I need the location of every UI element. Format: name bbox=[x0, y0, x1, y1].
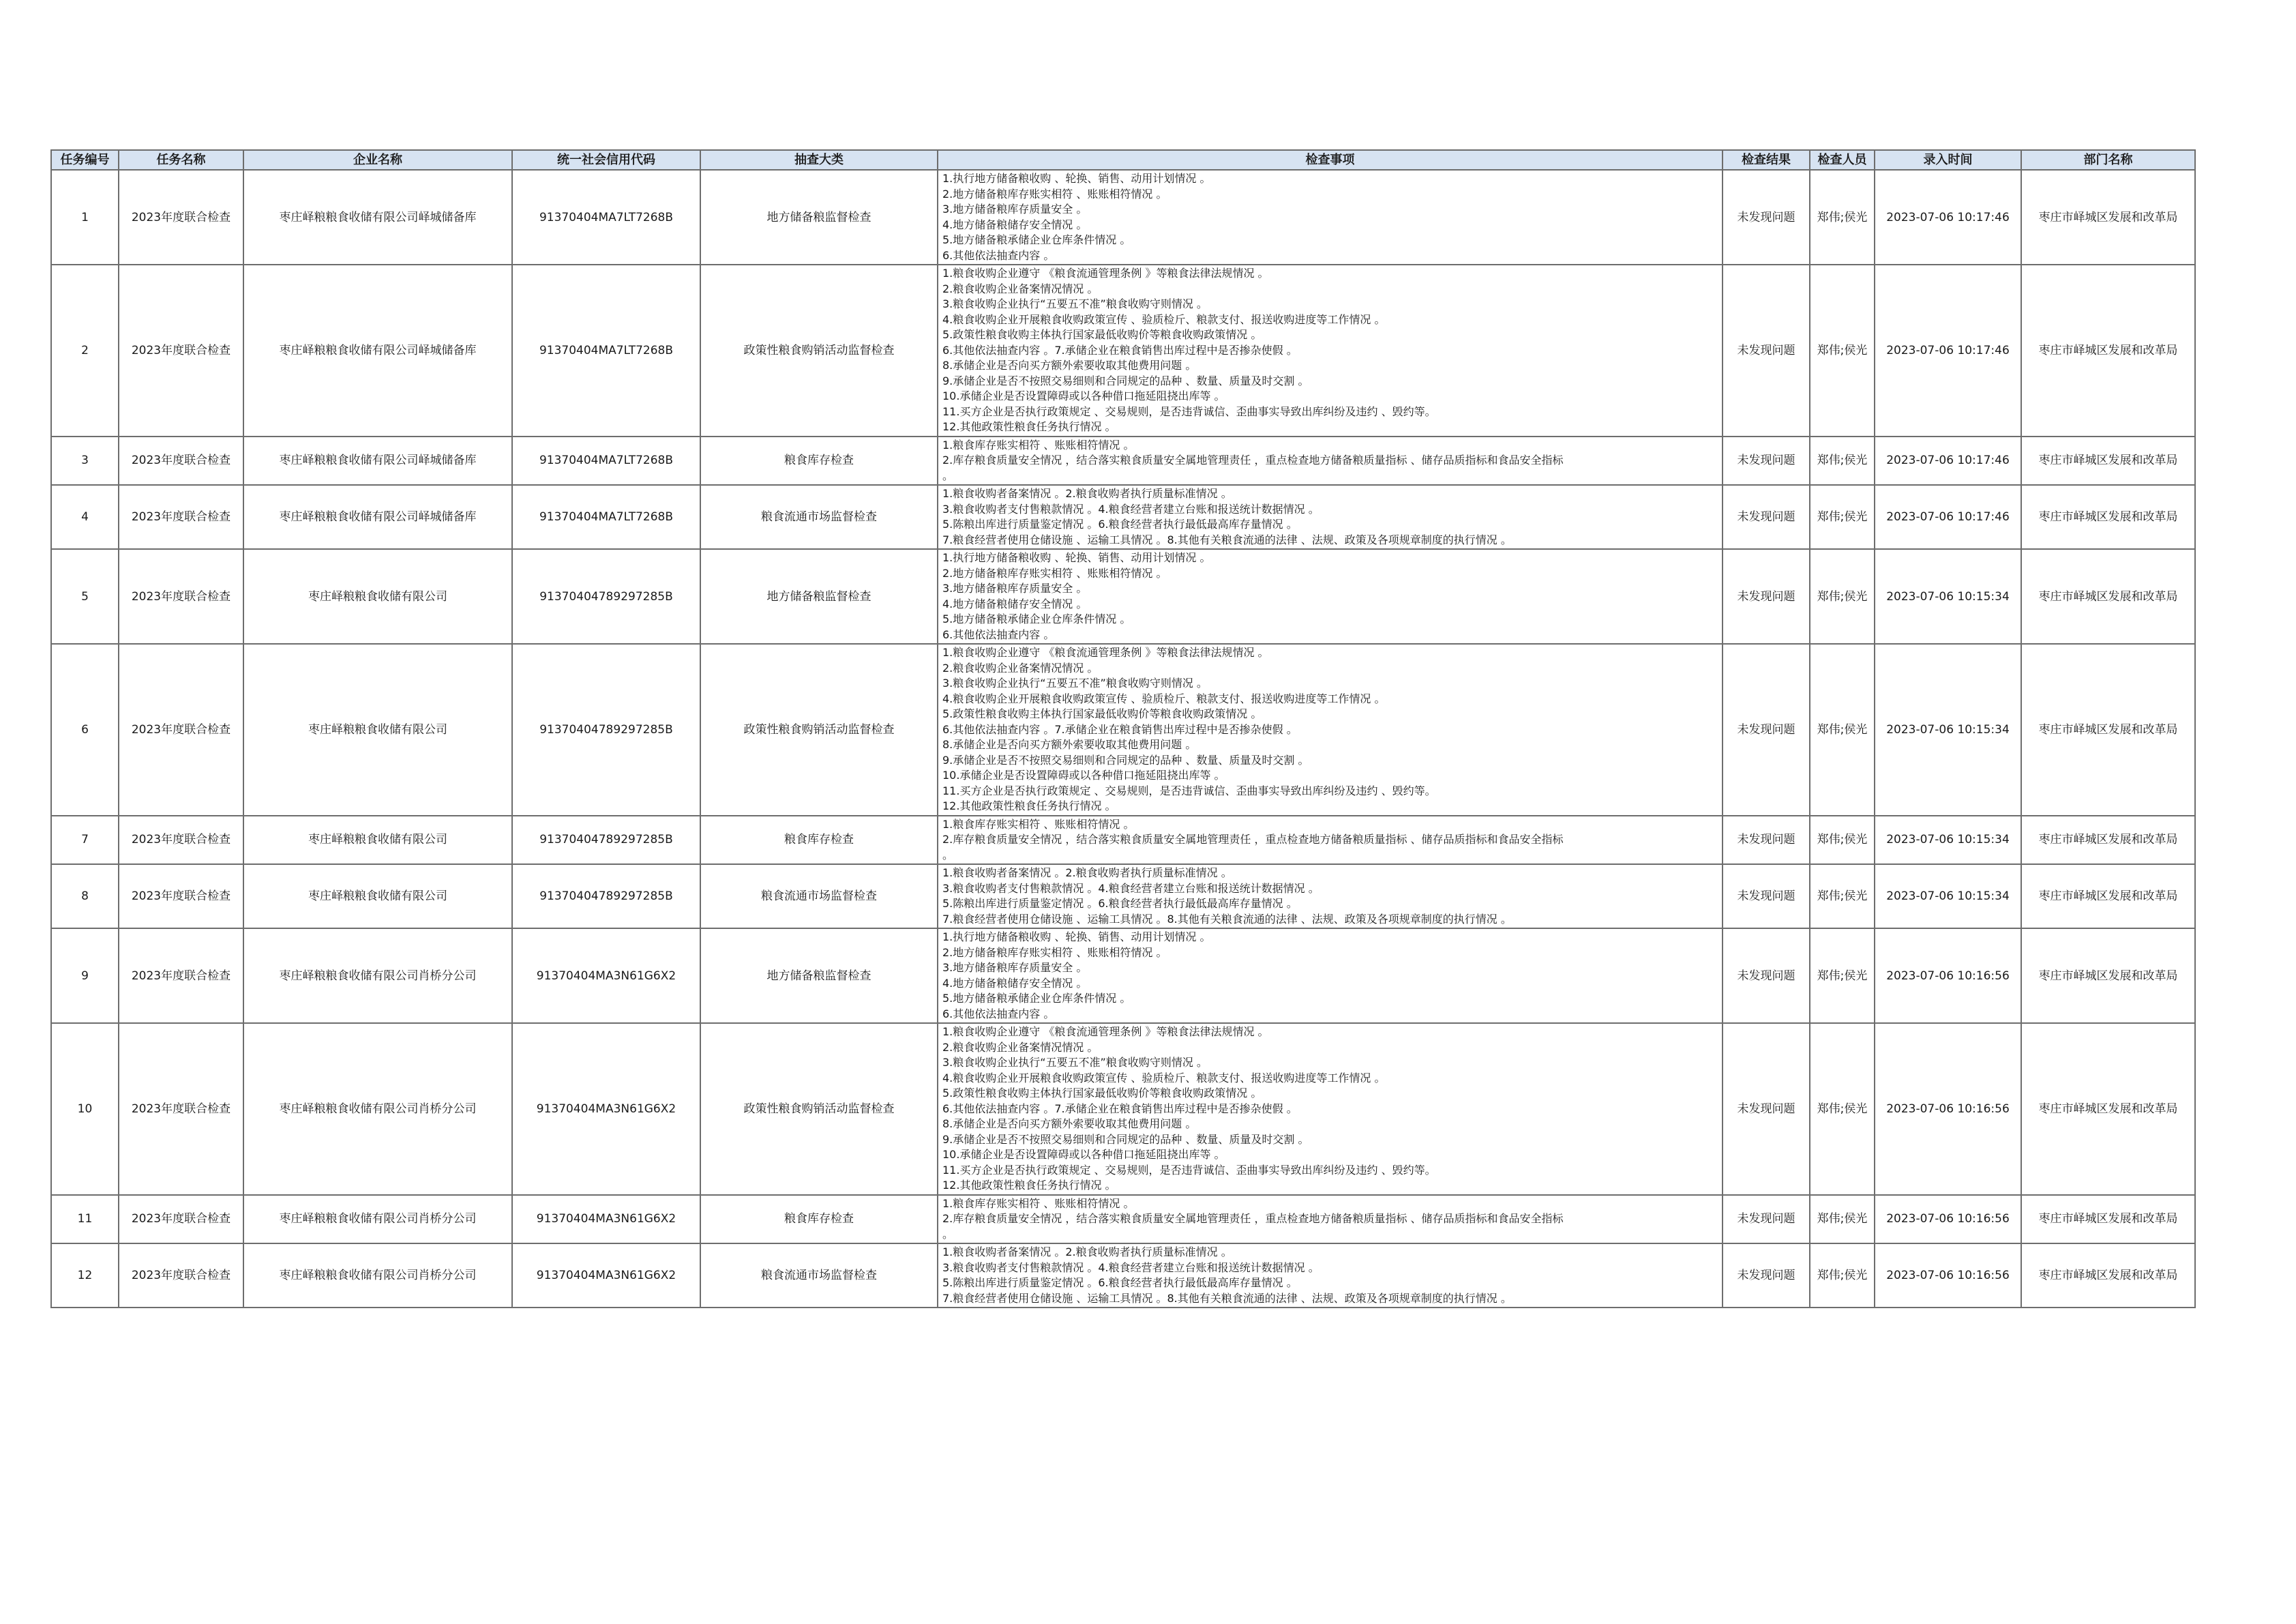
cell-task-no: 2 bbox=[51, 265, 119, 437]
cell-inspectors: 郑伟;侯光 bbox=[1810, 170, 1875, 265]
inspection-item-line: 5.陈粮出库进行质量鉴定情况 。6.粮食经营者执行最低最高库存量情况 。 bbox=[942, 518, 1298, 531]
inspection-item-line: 1.执行地方储备粮收购 、轮换、销售、动用计划情况 。 bbox=[942, 172, 1211, 185]
cell-company: 枣庄峄粮粮食收储有限公司肖桥分公司 bbox=[243, 928, 512, 1023]
cell-entry-time: 2023-07-06 10:16:56 bbox=[1875, 928, 2021, 1023]
cell-items bbox=[938, 1195, 1723, 1244]
inspection-item-line: 11.买方企业是否执行政策规定 、交易规则，是否违背诚信、歪曲事实导致出库纠纷及违约 、毁约等。 bbox=[942, 404, 1436, 418]
cell-result: 未发现问题 bbox=[1723, 644, 1810, 816]
header-company: 企业名称 bbox=[243, 150, 512, 170]
cell-category: 粮食流通市场监督检查 bbox=[700, 1243, 938, 1308]
cell-task-no: 5 bbox=[51, 549, 119, 644]
inspection-item-line: 10.承储企业是否设置障碍或以各种借口拖延阻挠出库等 。 bbox=[942, 1148, 1225, 1161]
inspection-item-line: 5.政策性粮食收购主体执行国家最低收购价等粮食收购政策情况 。 bbox=[942, 707, 1262, 720]
cell-result: 未发现问题 bbox=[1723, 1195, 1810, 1244]
cell-result: 未发现问题 bbox=[1723, 265, 1810, 437]
cell-task-no: 10 bbox=[51, 1023, 119, 1195]
cell-department: 枣庄市峄城区发展和改革局 bbox=[2021, 644, 2195, 816]
cell-department: 枣庄市峄城区发展和改革局 bbox=[2021, 265, 2195, 437]
inspection-item-line: 3.粮食收购企业执行“五要五不准”粮食收购守则情况 。 bbox=[942, 297, 1208, 310]
cell-category: 粮食库存检查 bbox=[700, 437, 938, 486]
inspection-item-line: 。 bbox=[942, 1227, 954, 1241]
cell-company: 枣庄峄粮粮食收储有限公司肖桥分公司 bbox=[243, 1195, 512, 1244]
table-row bbox=[51, 485, 2195, 549]
cell-result: 未发现问题 bbox=[1723, 485, 1810, 549]
inspection-item-line: 7.粮食经营者使用仓储设施 、运输工具情况 。8.其他有关粮食流通的法律 、法规、政策及各项规章制度的执行情况 。 bbox=[942, 533, 1512, 546]
cell-credit-code: 91370404MA7LT7268B bbox=[512, 485, 700, 549]
cell-credit-code: 91370404MA3N61G6X2 bbox=[512, 1195, 700, 1244]
cell-task-name: 2023年度联合检查 bbox=[119, 644, 243, 816]
cell-result: 未发现问题 bbox=[1723, 816, 1810, 865]
cell-entry-time: 2023-07-06 10:16:56 bbox=[1875, 1195, 2021, 1244]
inspection-table bbox=[50, 149, 2196, 1308]
header-row bbox=[51, 150, 2195, 170]
cell-category: 粮食库存检查 bbox=[700, 1195, 938, 1244]
cell-entry-time: 2023-07-06 10:15:34 bbox=[1875, 644, 2021, 816]
cell-company: 枣庄峄粮粮食收储有限公司峄城储备库 bbox=[243, 485, 512, 549]
inspection-item-line: 2.粮食收购企业备案情况情况 。 bbox=[942, 1040, 1099, 1054]
cell-inspectors: 郑伟;侯光 bbox=[1810, 928, 1875, 1023]
inspection-item-line: 1.执行地方储备粮收购 、轮换、销售、动用计划情况 。 bbox=[942, 930, 1211, 943]
cell-task-name: 2023年度联合检查 bbox=[119, 864, 243, 928]
table-row bbox=[51, 1023, 2195, 1195]
inspection-item-line: 9.承储企业是否不按照交易细则和合同规定的品种 、数量、质量及时交割 。 bbox=[942, 374, 1309, 387]
inspection-item-line: 1.粮食库存账实相符 、账账相符情况 。 bbox=[942, 817, 1135, 831]
table-row bbox=[51, 170, 2195, 265]
cell-category: 粮食流通市场监督检查 bbox=[700, 864, 938, 928]
cell-task-no: 9 bbox=[51, 928, 119, 1023]
cell-items bbox=[938, 1243, 1723, 1308]
inspection-item-line: 6.其他依法抽查内容 。 bbox=[942, 248, 1055, 262]
cell-items bbox=[938, 644, 1723, 816]
cell-items bbox=[938, 816, 1723, 865]
cell-task-no: 11 bbox=[51, 1195, 119, 1244]
cell-company: 枣庄峄粮粮食收储有限公司峄城储备库 bbox=[243, 437, 512, 486]
cell-entry-time: 2023-07-06 10:15:34 bbox=[1875, 816, 2021, 865]
cell-department: 枣庄市峄城区发展和改革局 bbox=[2021, 1243, 2195, 1308]
cell-company: 枣庄峄粮粮食收储有限公司 bbox=[243, 549, 512, 644]
cell-result: 未发现问题 bbox=[1723, 928, 1810, 1023]
cell-credit-code: 91370404MA3N61G6X2 bbox=[512, 1243, 700, 1308]
cell-result: 未发现问题 bbox=[1723, 1243, 1810, 1308]
cell-task-name: 2023年度联合检查 bbox=[119, 549, 243, 644]
cell-category: 政策性粮食购销活动监督检查 bbox=[700, 265, 938, 437]
inspection-item-line: 4.地方储备粮储存安全情况 。 bbox=[942, 218, 1088, 231]
cell-items bbox=[938, 549, 1723, 644]
cell-credit-code: 91370404MA7LT7268B bbox=[512, 170, 700, 265]
cell-items bbox=[938, 864, 1723, 928]
cell-department: 枣庄市峄城区发展和改革局 bbox=[2021, 437, 2195, 486]
inspection-item-line: 4.粮食收购企业开展粮食收购政策宣传 、验质检斤、粮款支付、报送收购进度等工作情况 。 bbox=[942, 312, 1386, 326]
header-inspectors: 检查人员 bbox=[1810, 150, 1875, 170]
header-entry-time: 录入时间 bbox=[1875, 150, 2021, 170]
header-task-name: 任务名称 bbox=[119, 150, 243, 170]
cell-department: 枣庄市峄城区发展和改革局 bbox=[2021, 816, 2195, 865]
inspection-item-line: 4.粮食收购企业开展粮食收购政策宣传 、验质检斤、粮款支付、报送收购进度等工作情况 。 bbox=[942, 1071, 1386, 1084]
inspection-item-line: 6.其他依法抽查内容 。7.承储企业在粮食销售出库过程中是否掺杂使假 。 bbox=[942, 1102, 1298, 1115]
cell-inspectors: 郑伟;侯光 bbox=[1810, 1023, 1875, 1195]
cell-result: 未发现问题 bbox=[1723, 170, 1810, 265]
cell-category: 政策性粮食购销活动监督检查 bbox=[700, 644, 938, 816]
header-task-no: 任务编号 bbox=[51, 150, 119, 170]
cell-category: 粮食库存检查 bbox=[700, 816, 938, 865]
inspection-item-line: 2.地方储备粮库存账实相符 、账账相符情况 。 bbox=[942, 187, 1167, 201]
inspection-item-line: 5.地方储备粮承储企业仓库条件情况 。 bbox=[942, 233, 1131, 246]
inspection-item-line: 10.承储企业是否设置障碍或以各种借口拖延阻挠出库等 。 bbox=[942, 389, 1225, 402]
table-row bbox=[51, 549, 2195, 644]
inspection-item-line: 5.陈粮出库进行质量鉴定情况 。6.粮食经营者执行最低最高库存量情况 。 bbox=[942, 897, 1298, 910]
cell-task-no: 4 bbox=[51, 485, 119, 549]
cell-task-name: 2023年度联合检查 bbox=[119, 1243, 243, 1308]
cell-items bbox=[938, 437, 1723, 486]
inspection-item-line: 2.粮食收购企业备案情况情况 。 bbox=[942, 282, 1099, 295]
table-row bbox=[51, 265, 2195, 437]
cell-credit-code: 91370404789297285B bbox=[512, 864, 700, 928]
header-items: 检查事项 bbox=[938, 150, 1723, 170]
cell-inspectors: 郑伟;侯光 bbox=[1810, 1195, 1875, 1244]
cell-entry-time: 2023-07-06 10:17:46 bbox=[1875, 265, 2021, 437]
inspection-item-line: 3.粮食收购者支付售粮款情况 。4.粮食经营者建立台账和报送统计数据情况 。 bbox=[942, 881, 1320, 895]
header-category: 抽查大类 bbox=[700, 150, 938, 170]
table-row bbox=[51, 437, 2195, 486]
inspection-item-line: 2.地方储备粮库存账实相符 、账账相符情况 。 bbox=[942, 566, 1167, 580]
inspection-item-line: 4.粮食收购企业开展粮食收购政策宣传 、验质检斤、粮款支付、报送收购进度等工作情况 。 bbox=[942, 692, 1386, 705]
inspection-item-line: 10.承储企业是否设置障碍或以各种借口拖延阻挠出库等 。 bbox=[942, 769, 1225, 782]
inspection-item-line: 2.地方储备粮库存账实相符 、账账相符情况 。 bbox=[942, 945, 1167, 959]
cell-credit-code: 91370404789297285B bbox=[512, 644, 700, 816]
inspection-item-line: 8.承储企业是否向买方额外索要收取其他费用问题 。 bbox=[942, 738, 1197, 751]
table-row bbox=[51, 928, 2195, 1023]
cell-company: 枣庄峄粮粮食收储有限公司 bbox=[243, 864, 512, 928]
cell-category: 粮食流通市场监督检查 bbox=[700, 485, 938, 549]
cell-department: 枣庄市峄城区发展和改革局 bbox=[2021, 485, 2195, 549]
inspection-item-line: 2.粮食收购企业备案情况情况 。 bbox=[942, 661, 1099, 675]
cell-items bbox=[938, 265, 1723, 437]
cell-task-no: 12 bbox=[51, 1243, 119, 1308]
header-result: 检查结果 bbox=[1723, 150, 1810, 170]
inspection-item-line: 3.粮食收购者支付售粮款情况 。4.粮食经营者建立台账和报送统计数据情况 。 bbox=[942, 502, 1320, 516]
inspection-item-line: 1.执行地方储备粮收购 、轮换、销售、动用计划情况 。 bbox=[942, 551, 1211, 564]
inspection-item-line: 4.地方储备粮储存安全情况 。 bbox=[942, 976, 1088, 990]
cell-department: 枣庄市峄城区发展和改革局 bbox=[2021, 928, 2195, 1023]
inspection-item-line: 12.其他政策性粮食任务执行情况 。 bbox=[942, 420, 1116, 433]
inspection-item-line: 3.粮食收购企业执行“五要五不准”粮食收购守则情况 。 bbox=[942, 677, 1208, 690]
cell-category: 政策性粮食购销活动监督检查 bbox=[700, 1023, 938, 1195]
inspection-item-line: 4.地方储备粮储存安全情况 。 bbox=[942, 597, 1088, 610]
table-row bbox=[51, 1195, 2195, 1244]
cell-inspectors: 郑伟;侯光 bbox=[1810, 485, 1875, 549]
table-row bbox=[51, 644, 2195, 816]
inspection-item-line: 8.承储企业是否向买方额外索要收取其他费用问题 。 bbox=[942, 1117, 1197, 1130]
cell-task-name: 2023年度联合检查 bbox=[119, 1023, 243, 1195]
cell-entry-time: 2023-07-06 10:15:34 bbox=[1875, 549, 2021, 644]
cell-department: 枣庄市峄城区发展和改革局 bbox=[2021, 1195, 2195, 1244]
cell-entry-time: 2023-07-06 10:16:56 bbox=[1875, 1023, 2021, 1195]
cell-items bbox=[938, 928, 1723, 1023]
cell-company: 枣庄峄粮粮食收储有限公司 bbox=[243, 816, 512, 865]
inspection-item-line: 6.其他依法抽查内容 。 bbox=[942, 628, 1055, 641]
cell-task-name: 2023年度联合检查 bbox=[119, 265, 243, 437]
cell-inspectors: 郑伟;侯光 bbox=[1810, 816, 1875, 865]
cell-category: 地方储备粮监督检查 bbox=[700, 549, 938, 644]
cell-items bbox=[938, 1023, 1723, 1195]
inspection-item-line: 11.买方企业是否执行政策规定 、交易规则，是否违背诚信、歪曲事实导致出库纠纷及违约 、毁约等。 bbox=[942, 1163, 1436, 1177]
inspection-item-line: 6.其他依法抽查内容 。 bbox=[942, 1007, 1055, 1020]
inspection-item-line: 8.承储企业是否向买方额外索要收取其他费用问题 。 bbox=[942, 359, 1197, 372]
cell-task-no: 7 bbox=[51, 816, 119, 865]
inspection-item-line: 2.库存粮食质量安全情况 ，结合落实粮食质量安全属地管理责任 ，重点检查地方储备粮质量指标 、储存品质指标和食品安全指标 bbox=[942, 833, 1564, 846]
cell-inspectors: 郑伟;侯光 bbox=[1810, 549, 1875, 644]
cell-inspectors: 郑伟;侯光 bbox=[1810, 864, 1875, 928]
header-credit-code: 统一社会信用代码 bbox=[512, 150, 700, 170]
inspection-item-line: 9.承储企业是否不按照交易细则和合同规定的品种 、数量、质量及时交割 。 bbox=[942, 1132, 1309, 1146]
cell-result: 未发现问题 bbox=[1723, 864, 1810, 928]
inspection-item-line: 1.粮食收购者备案情况 。2.粮食收购者执行质量标准情况 。 bbox=[942, 1245, 1232, 1258]
cell-credit-code: 91370404MA7LT7268B bbox=[512, 437, 700, 486]
inspection-item-line: 6.其他依法抽查内容 。7.承储企业在粮食销售出库过程中是否掺杂使假 。 bbox=[942, 343, 1298, 357]
cell-entry-time: 2023-07-06 10:16:56 bbox=[1875, 1243, 2021, 1308]
inspection-item-line: 7.粮食经营者使用仓储设施 、运输工具情况 。8.其他有关粮食流通的法律 、法规、政策及各项规章制度的执行情况 。 bbox=[942, 1291, 1512, 1305]
cell-credit-code: 91370404789297285B bbox=[512, 816, 700, 865]
inspection-item-line: 11.买方企业是否执行政策规定 、交易规则，是否违背诚信、歪曲事实导致出库纠纷及违约 、毁约等。 bbox=[942, 784, 1436, 797]
header-department: 部门名称 bbox=[2021, 150, 2195, 170]
inspection-item-line: 3.粮食收购者支付售粮款情况 。4.粮食经营者建立台账和报送统计数据情况 。 bbox=[942, 1260, 1320, 1274]
cell-task-no: 6 bbox=[51, 644, 119, 816]
cell-items bbox=[938, 485, 1723, 549]
table-row bbox=[51, 864, 2195, 928]
inspection-item-line: 1.粮食库存账实相符 、账账相符情况 。 bbox=[942, 438, 1135, 452]
inspection-item-line: 3.地方储备粮库存质量安全 。 bbox=[942, 203, 1088, 216]
table-row bbox=[51, 816, 2195, 865]
cell-inspectors: 郑伟;侯光 bbox=[1810, 644, 1875, 816]
inspection-item-line: 2.库存粮食质量安全情况 ，结合落实粮食质量安全属地管理责任 ，重点检查地方储备粮质量指标 、储存品质指标和食品安全指标 bbox=[942, 454, 1564, 467]
cell-task-name: 2023年度联合检查 bbox=[119, 928, 243, 1023]
inspection-item-line: 1.粮食收购企业遵守 《粮食流通管理条例 》等粮食法律法规情况 。 bbox=[942, 646, 1269, 659]
cell-company: 枣庄峄粮粮食收储有限公司 bbox=[243, 644, 512, 816]
cell-entry-time: 2023-07-06 10:17:46 bbox=[1875, 170, 2021, 265]
inspection-item-line: 1.粮食库存账实相符 、账账相符情况 。 bbox=[942, 1196, 1135, 1210]
cell-task-name: 2023年度联合检查 bbox=[119, 437, 243, 486]
cell-task-no: 3 bbox=[51, 437, 119, 486]
cell-task-name: 2023年度联合检查 bbox=[119, 170, 243, 265]
inspection-item-line: 。 bbox=[942, 469, 954, 482]
cell-credit-code: 91370404789297285B bbox=[512, 549, 700, 644]
inspection-item-line: 5.地方储备粮承储企业仓库条件情况 。 bbox=[942, 992, 1131, 1005]
cell-task-no: 1 bbox=[51, 170, 119, 265]
cell-company: 枣庄峄粮粮食收储有限公司肖桥分公司 bbox=[243, 1023, 512, 1195]
cell-inspectors: 郑伟;侯光 bbox=[1810, 265, 1875, 437]
inspection-item-line: 12.其他政策性粮食任务执行情况 。 bbox=[942, 799, 1116, 812]
inspection-item-line: 3.地方储备粮库存质量安全 。 bbox=[942, 961, 1088, 974]
inspection-item-line: 。 bbox=[942, 848, 954, 861]
cell-result: 未发现问题 bbox=[1723, 437, 1810, 486]
inspection-item-line: 1.粮食收购者备案情况 。2.粮食收购者执行质量标准情况 。 bbox=[942, 866, 1232, 879]
cell-department: 枣庄市峄城区发展和改革局 bbox=[2021, 1023, 2195, 1195]
inspection-item-line: 12.其他政策性粮食任务执行情况 。 bbox=[942, 1179, 1116, 1192]
cell-task-name: 2023年度联合检查 bbox=[119, 1195, 243, 1244]
cell-entry-time: 2023-07-06 10:17:46 bbox=[1875, 485, 2021, 549]
cell-company: 枣庄峄粮粮食收储有限公司峄城储备库 bbox=[243, 265, 512, 437]
cell-department: 枣庄市峄城区发展和改革局 bbox=[2021, 549, 2195, 644]
inspection-item-line: 5.政策性粮食收购主体执行国家最低收购价等粮食收购政策情况 。 bbox=[942, 328, 1262, 341]
cell-result: 未发现问题 bbox=[1723, 549, 1810, 644]
cell-entry-time: 2023-07-06 10:15:34 bbox=[1875, 864, 2021, 928]
cell-entry-time: 2023-07-06 10:17:46 bbox=[1875, 437, 2021, 486]
inspection-item-line: 9.承储企业是否不按照交易细则和合同规定的品种 、数量、质量及时交割 。 bbox=[942, 753, 1309, 767]
cell-credit-code: 91370404MA3N61G6X2 bbox=[512, 1023, 700, 1195]
cell-company: 枣庄峄粮粮食收储有限公司肖桥分公司 bbox=[243, 1243, 512, 1308]
inspection-item-line: 1.粮食收购者备案情况 。2.粮食收购者执行质量标准情况 。 bbox=[942, 487, 1232, 500]
cell-category: 地方储备粮监督检查 bbox=[700, 170, 938, 265]
cell-task-name: 2023年度联合检查 bbox=[119, 485, 243, 549]
inspection-item-line: 5.政策性粮食收购主体执行国家最低收购价等粮食收购政策情况 。 bbox=[942, 1087, 1262, 1099]
inspection-item-line: 2.库存粮食质量安全情况 ，结合落实粮食质量安全属地管理责任 ，重点检查地方储备粮质量指标 、储存品质指标和食品安全指标 bbox=[942, 1212, 1564, 1225]
cell-department: 枣庄市峄城区发展和改革局 bbox=[2021, 864, 2195, 928]
cell-credit-code: 91370404MA3N61G6X2 bbox=[512, 928, 700, 1023]
inspection-item-line: 5.陈粮出库进行质量鉴定情况 。6.粮食经营者执行最低最高库存量情况 。 bbox=[942, 1276, 1298, 1289]
cell-inspectors: 郑伟;侯光 bbox=[1810, 437, 1875, 486]
inspection-item-line: 7.粮食经营者使用仓储设施 、运输工具情况 。8.其他有关粮食流通的法律 、法规、政策及各项规章制度的执行情况 。 bbox=[942, 912, 1512, 926]
cell-company: 枣庄峄粮粮食收储有限公司峄城储备库 bbox=[243, 170, 512, 265]
inspection-item-line: 3.地方储备粮库存质量安全 。 bbox=[942, 582, 1088, 595]
table-row bbox=[51, 1243, 2195, 1308]
cell-credit-code: 91370404MA7LT7268B bbox=[512, 265, 700, 437]
cell-category: 地方储备粮监督检查 bbox=[700, 928, 938, 1023]
cell-department: 枣庄市峄城区发展和改革局 bbox=[2021, 170, 2195, 265]
cell-inspectors: 郑伟;侯光 bbox=[1810, 1243, 1875, 1308]
cell-task-no: 8 bbox=[51, 864, 119, 928]
cell-task-name: 2023年度联合检查 bbox=[119, 816, 243, 865]
inspection-item-line: 1.粮食收购企业遵守 《粮食流通管理条例 》等粮食法律法规情况 。 bbox=[942, 1025, 1269, 1038]
inspection-item-line: 6.其他依法抽查内容 。7.承储企业在粮食销售出库过程中是否掺杂使假 。 bbox=[942, 722, 1298, 736]
cell-items bbox=[938, 170, 1723, 265]
cell-result: 未发现问题 bbox=[1723, 1023, 1810, 1195]
inspection-item-line: 1.粮食收购企业遵守 《粮食流通管理条例 》等粮食法律法规情况 。 bbox=[942, 267, 1269, 280]
inspection-item-line: 3.粮食收购企业执行“五要五不准”粮食收购守则情况 。 bbox=[942, 1056, 1208, 1069]
inspection-item-line: 5.地方储备粮承储企业仓库条件情况 。 bbox=[942, 612, 1131, 625]
